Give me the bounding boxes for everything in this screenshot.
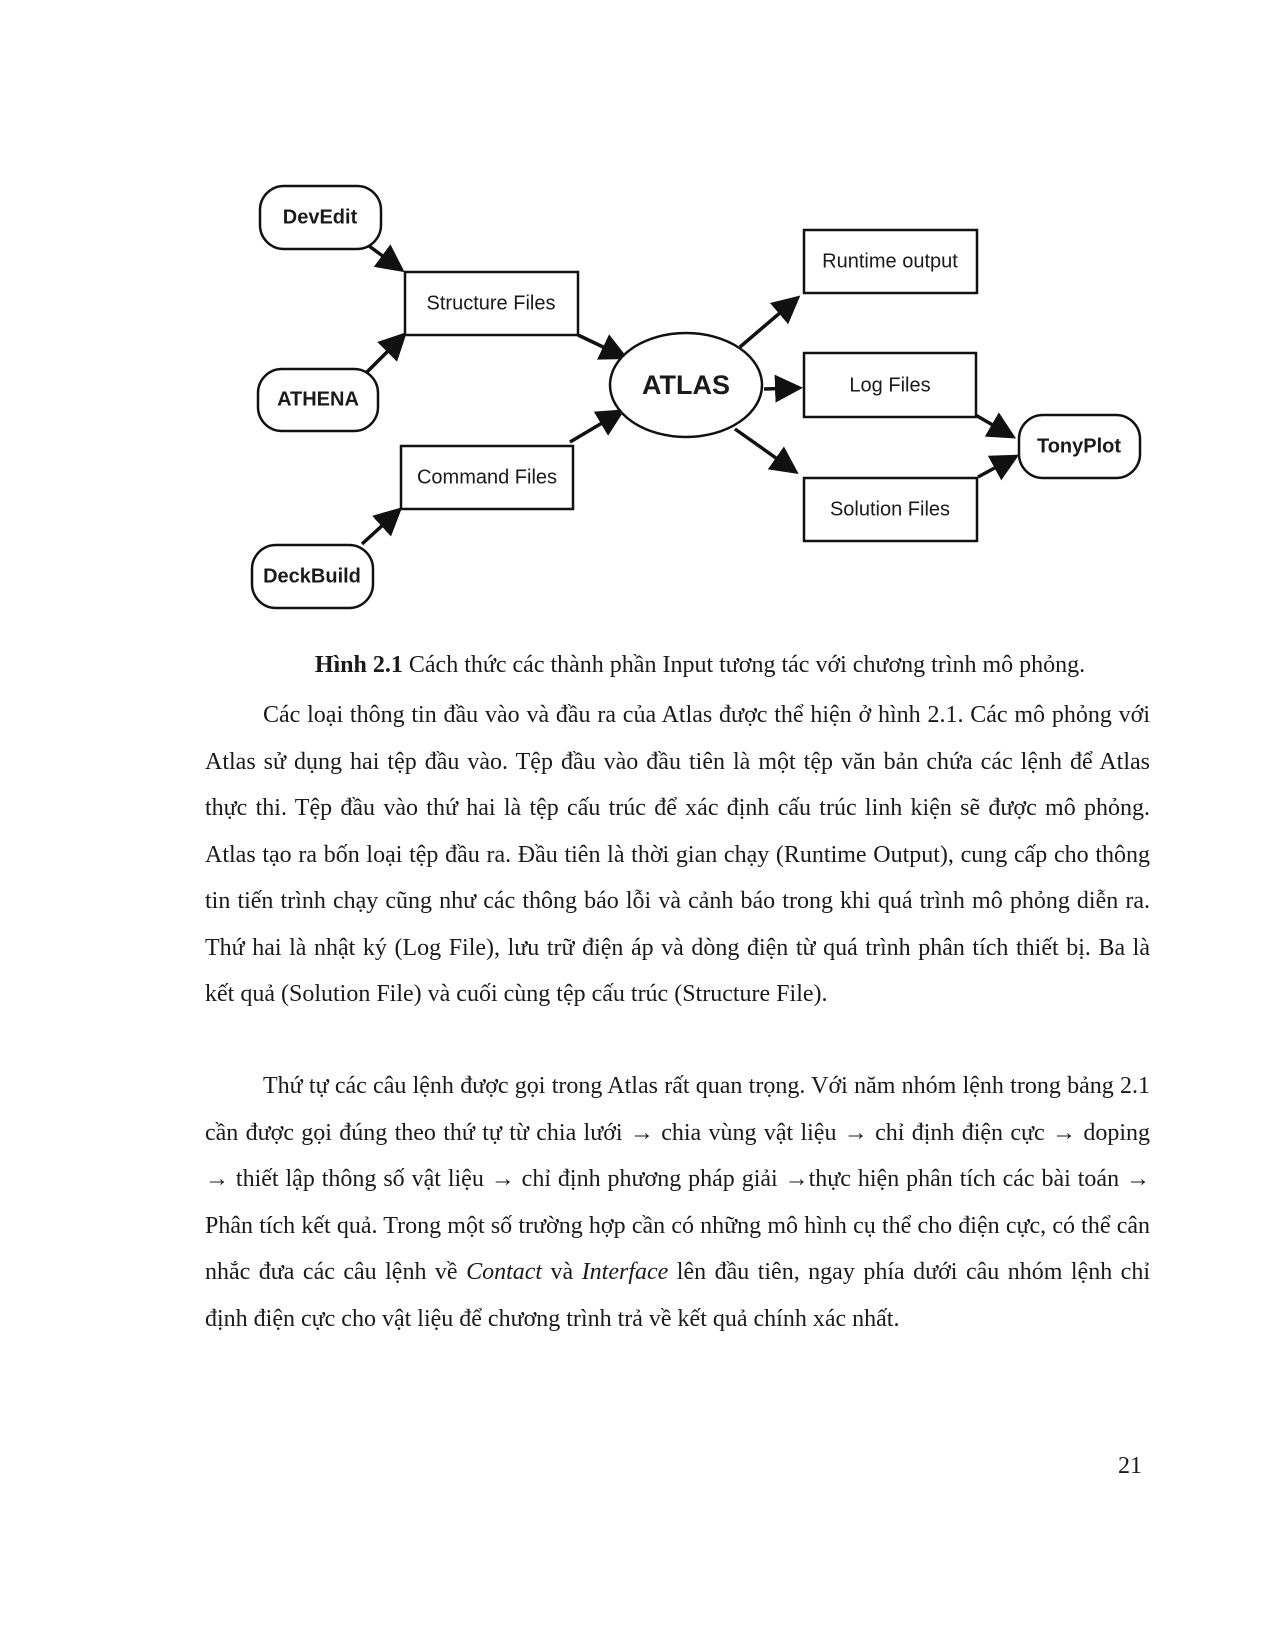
athena-label: ATHENA (277, 388, 359, 411)
figure-caption-text: Cách thức các thành phần Input tương tác với chương trình mô phỏng. (402, 652, 1086, 678)
interface-term: Interface (581, 1259, 669, 1285)
command-files-label: Command Files (416, 466, 558, 489)
structure-files-label: Structure Files (426, 292, 556, 315)
atlas-label: ATLAS (642, 370, 730, 401)
paragraph-2-part2: và (542, 1259, 582, 1285)
runtime-output-label: Runtime output (822, 250, 958, 273)
paragraph-1 (205, 692, 1150, 1018)
arrow-solution-tonyplot (978, 458, 1013, 477)
arrow-log-tonyplot (972, 413, 1010, 435)
workflow-diagram (0, 0, 1275, 620)
tonyplot-label: TonyPlot (1036, 435, 1122, 458)
arrow-atlas-solution (735, 429, 793, 470)
solution-files-label: Solution Files (829, 498, 951, 521)
arrow-command-atlas (570, 413, 619, 442)
arrow-atlas-runtime (740, 300, 795, 347)
paragraph-2-part1: Thứ tự các câu lệnh được gọi trong Atlas rất quan trọng. Với năm nhóm lệnh trong bảng 2.1 cần được gọi đúng theo thứ tự từ chia lưới → chia vùng vật liệu → chỉ định điện cực → doping → thiết lập thông số vật liệu → chỉ định phương pháp giải →thực hiện phân tích các bài toán → Phân tích kết quả. Trong một số trường hợp cần có những mô hình cụ thể cho điện cực, có thể cân nhắc đưa các câu lệnh về (205, 1073, 1150, 1285)
page-number: 21 (1118, 1453, 1142, 1479)
arrow-atlas-log (764, 388, 796, 389)
figure-caption (200, 650, 1200, 680)
arrow-devedit-structure (365, 243, 399, 268)
deckbuild-label: DeckBuild (263, 565, 361, 588)
paragraph-1-text: Các loại thông tin đầu vào và đầu ra của Atlas được thể hiện ở hình 2.1. Các mô phỏng với Atlas sử dụng hai tệp đầu vào. Tệp đầu vào đầu tiên là một tệp văn bản chứa các lệnh để Atlas thực thi. Tệp đầu vào thứ hai là tệp cấu trúc để xác định cấu trúc linh kiện sẽ được mô phỏng. Atlas tạo ra bốn loại tệp đầu ra. Đầu tiên là thời gian chạy (Runtime Output), cung cấp cho thông tin tiến trình chạy cũng như các thông báo lỗi và cảnh báo trong khi quá trình mô phỏng diễn ra. Thứ hai là nhật ký (Log File), lưu trữ điện áp và dòng điện từ quá trình phân tích thiết bị. Ba là kết quả (Solution File) và cuối cùng tệp cấu trúc (Structure File). (205, 702, 1150, 1007)
arrow-deckbuild-command (362, 512, 397, 544)
log-files-label: Log Files (849, 374, 931, 397)
arrow-structure-atlas (578, 335, 622, 356)
paragraph-2-part3: lên đầu tiên, ngay phía dưới câu nhóm lệnh chỉ định điện cực cho vật liệu để chương trình trả về kết quả chính xác nhất. (205, 1259, 1151, 1332)
arrow-athena-structure (367, 337, 402, 372)
devedit-label: DevEdit (282, 206, 358, 229)
paragraph-2 (205, 1063, 1150, 1342)
figure-label: Hình 2.1 (314, 652, 403, 678)
contact-term: Contact (466, 1259, 543, 1285)
